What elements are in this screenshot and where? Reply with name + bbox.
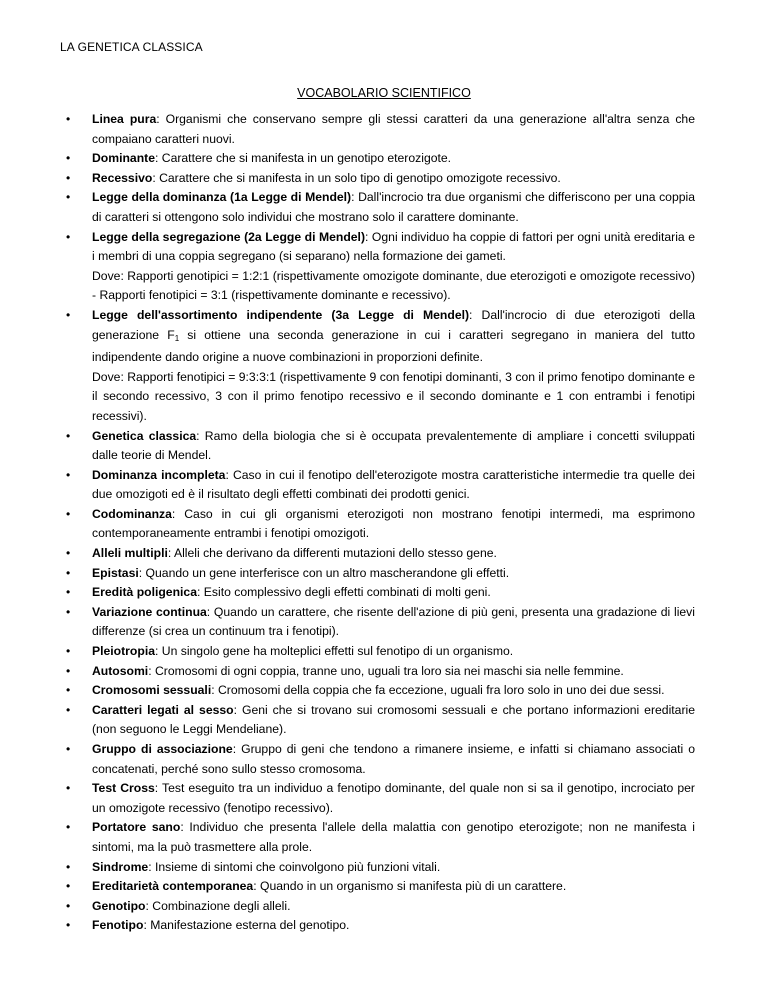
term-definition: Ogni individuo ha coppie di fattori per ogni unità ereditaria e i membri di una coppia segregano (si separano) nella formazione dei gameti. Dove: Rapporti genotipici = 1:2:1 (rispettivamente omozigote dominante, due eterozigoti e omozigote recessivo) - Rapporti fenotipici = 3:1 (rispettivamente dominante e recessivo). <box>92 229 696 303</box>
term-name: Legge della dominanza (1a Legge di Mendel) <box>92 190 352 205</box>
glossary-entry: • Codominanza: Caso in cui gli organismi eterozigoti non mostrano fenotipi intermedi, ma esprimono contemporaneamente entrambi i fenotipi omozigoti. <box>92 505 695 544</box>
glossary-entry: • Portatore sano: Individuo che presenta l'allele della malattia con genotipo eterozigote; non ne manifesta i sintomi, ma la può trasmettere alla prole. <box>92 818 695 857</box>
glossary-entry: • Recessivo: Carattere che si manifesta in un solo tipo di genotipo omozigote recessivo. <box>92 169 695 189</box>
term-definition: Geni che si trovano sui cromosomi sessuali e che portano informazioni ereditarie (non seguono le Leggi Mendeliane). <box>92 702 695 737</box>
term-name: Genetica classica <box>92 428 197 443</box>
term-name: Legge dell'assortimento indipendente (3a Legge di Mendel) <box>92 307 470 322</box>
term-name: Linea pura <box>92 112 157 126</box>
term-definition: Alleli che derivano da differenti mutazioni dello stesso gene. <box>173 546 497 561</box>
glossary-entry: • Test Cross: Test eseguito tra un individuo a fenotipo dominante, del quale non si sa il genotipo, incrociato per un omozigote recessivo (fenotipo recessivo). <box>92 779 695 818</box>
term-definition: Individuo che presenta l'allele della malattia con genotipo eterozigote; non ne manifesta i sintomi, ma la può trasmettere alla prole. <box>92 820 695 854</box>
term-name: Genotipo <box>92 898 146 913</box>
term-definition: Organismi che conservano sempre gli stessi caratteri da una generazione all'altra senza che compaiano caratteri nuovi. <box>92 112 695 146</box>
term-definition: Quando un carattere, che risente dell'azione di più geni, presenta una gradazione di lievi differenze (si crea un continuum tra i fenotipi). <box>92 604 695 639</box>
term-definition: Combinazione degli alleli. <box>152 898 291 913</box>
term-name: Eredità poligenica <box>92 585 197 600</box>
glossary-entry: • Gruppo di associazione: Gruppo di geni che tendono a rimanere insieme, e infatti si chiamano associati o concatenati, perché sono sullo stesso cromosoma. <box>92 740 695 779</box>
term-name: Epistasi <box>92 565 139 580</box>
term-definition: Cromosomi della coppia che fa eccezione, uguali fra loro solo in uno dei due sessi. <box>218 683 665 698</box>
term-name: Pleiotropia <box>92 644 155 659</box>
glossary-entry: • Fenotipo: Manifestazione esterna del genotipo. <box>92 916 695 936</box>
glossary-entry: • Autosomi: Cromosomi di ogni coppia, tranne uno, uguali tra loro sia nei maschi sia nelle femmine. <box>92 662 695 682</box>
glossary-entry: • Genotipo: Combinazione degli alleli. <box>92 897 695 917</box>
glossary-entry: • Caratteri legati al sesso: Geni che si trovano sui cromosomi sessuali e che portano informazioni ereditarie (non seguono le Leggi Mendeliane). <box>92 701 695 740</box>
glossary-entry: • Genetica classica: Ramo della biologia che si è occupata prevalentemente di ampliare i concetti sviluppati dalle teorie di Mendel. <box>92 427 695 466</box>
glossary-entry: • Variazione continua: Quando un carattere, che risente dell'azione di più geni, presenta una gradazione di lievi differenze (si crea un continuum tra i fenotipi). <box>92 603 695 642</box>
term-name: Autosomi <box>92 663 149 678</box>
term-definition-part: si ottiene una seconda generazione in cui i caratteri segregano in maniera del tutto indipendente dando origine a nuove combinazioni in proporzioni definite. Dove: Rapporti fenotipici = 9:3:3:1 (rispettivamente 9 con fenotipi dominanti, 3 con il primo fenotipo dominante e il secondo recessivo, 3 con il primo fenotipo recessivo e il secondo dominante e 1 con entrambi i fenotipi recessivi). <box>92 327 695 423</box>
glossary-entry: • Linea pura: Organismi che conservano sempre gli stessi caratteri da una generazione all'altra senza che compaiano caratteri nuovi. <box>92 110 695 149</box>
term-name: Legge della segregazione (2a Legge di Mendel) <box>92 229 366 244</box>
document-title: VOCABOLARIO SCIENTIFICO <box>297 86 471 100</box>
term-name: Sindrome <box>92 859 149 874</box>
term-definition: Gruppo di geni che tendono a rimanere insieme, e infatti si chiamano associati o concatenati, perché sono sullo stesso cromosoma. <box>92 742 695 776</box>
term-name: Cromosomi sessuali <box>92 683 212 698</box>
term-name: Ereditarietà contemporanea <box>92 879 254 894</box>
term-name: Dominante <box>92 151 155 166</box>
term-definition: Carattere che si manifesta in un genotipo eterozigote. <box>161 151 452 166</box>
term-definition: Quando un gene interferisce con un altro mascherandone gli effetti. <box>145 565 510 580</box>
term-definition: Cromosomi di ogni coppia, tranne uno, uguali tra loro sia nei maschi sia nelle femmine. <box>154 663 624 678</box>
term-name: Alleli multipli <box>92 546 168 561</box>
term-definition: Test eseguito tra un individuo a fenotipo dominante, del quale non si sa il genotipo, incrociato per un omozigote recessivo (fenotipo recessivo). <box>92 781 695 815</box>
glossary-entry: • Eredità poligenica: Esito complessivo degli effetti combinati di molti geni. <box>92 583 695 603</box>
term-name: Caratteri legati al sesso <box>92 702 234 717</box>
term-name: Codominanza <box>92 506 172 521</box>
term-name: Test Cross <box>92 781 155 796</box>
term-definition-part: Dall'incrocio di due eterozigoti della generazione F <box>92 307 695 342</box>
generation-subscript: 1 <box>174 333 180 343</box>
running-header: LA GENETICA CLASSICA <box>60 40 203 54</box>
term-name: Gruppo di associazione <box>92 742 233 756</box>
term-definition: Carattere che si manifesta in un solo tipo di genotipo omozigote recessivo. <box>159 170 561 185</box>
term-name: Portatore sano <box>92 820 181 835</box>
glossary-entry: • Epistasi: Quando un gene interferisce con un altro mascherandone gli effetti. <box>92 564 695 584</box>
glossary-entry: • Dominante: Carattere che si manifesta in un genotipo eterozigote. <box>92 149 695 169</box>
glossary-entry: • Pleiotropia: Un singolo gene ha molteplici effetti sul fenotipo di un organismo. <box>92 642 695 662</box>
glossary-entry: • Legge della segregazione (2a Legge di Mendel): Ogni individuo ha coppie di fattori per ogni unità ereditaria e i membri di una coppia segregano (si separano) nella formazione dei gameti. Dove: Rapporti genotipici = 1:2:1 (rispettivamente omozigote dominante, due eterozigoti e omozigote recessivo) - Rapporti fenotipici = 3:1 (rispettivamente dominante e recessivo). <box>92 228 695 306</box>
glossary-entry: • Dominanza incompleta: Caso in cui il fenotipo dell'eterozigote mostra caratteristiche intermedie tra quelle dei due omozigoti ed è il risultato degli effetti combinati dei prodotti genici. <box>92 466 695 505</box>
glossary-entry: • Legge dell'assortimento indipendente (3a Legge di Mendel): Dall'incrocio di due eterozigoti della generazione $F_1$ si ottiene una seconda generazione in cui i caratteri segregano in maniera del tutto indipendente dando origine a nuove combinazioni in proporzioni definite. Dove: Rapporti fenotipici = 9:3:3:1 (rispettivamente 9 con fenotipi dominanti, 3 con il primo fenotipo dominante e il secondo recessivo, 3 con il primo fenotipo recessivo e il secondo dominante e 1 con entrambi i fenotipi recessivi). <box>92 306 695 427</box>
glossary-entry: • Alleli multipli: Alleli che derivano da differenti mutazioni dello stesso gene. <box>92 544 695 564</box>
term-name: Fenotipo <box>92 918 144 933</box>
term-definition: Insieme di sintomi che coinvolgono più funzioni vitali. <box>155 859 441 874</box>
glossary-entry: • Sindrome: Insieme di sintomi che coinvolgono più funzioni vitali. <box>92 858 695 878</box>
term-definition: Caso in cui gli organismi eterozigoti non mostrano fenotipi intermedi, ma esprimono contemporaneamente entrambi i fenotipi omozigoti. <box>92 506 695 541</box>
term-definition: Manifestazione esterna del genotipo. <box>150 918 350 933</box>
glossary-list <box>92 110 695 936</box>
glossary-entry: • Ereditarietà contemporanea: Quando in un organismo si manifesta più di un carattere. <box>92 877 695 897</box>
term-definition: Dall'incrocio tra due organismi che differiscono per una coppia di caratteri si ottengono solo individui che mostrano solo il carattere dominante. <box>92 190 695 224</box>
glossary-entry: • Cromosomi sessuali: Cromosomi della coppia che fa eccezione, uguali fra loro solo in uno dei due sessi. <box>92 681 695 701</box>
term-definition: Un singolo gene ha molteplici effetti sul fenotipo di un organismo. <box>161 644 514 659</box>
term-definition: Ramo della biologia che si è occupata prevalentemente di ampliare i concetti sviluppati dalle teorie di Mendel. <box>92 428 695 463</box>
term-definition: Esito complessivo degli effetti combinati di molti geni. <box>203 585 491 600</box>
term-definition: Caso in cui il fenotipo dell'eterozigote mostra caratteristiche intermedie tra quelle dei due omozigoti ed è il risultato degli effetti combinati dei prodotti genici. <box>92 467 695 502</box>
term-name: Recessivo <box>92 170 153 185</box>
term-name: Dominanza incompleta <box>92 467 226 482</box>
glossary-entry: • Legge della dominanza (1a Legge di Mendel): Dall'incrocio tra due organismi che differiscono per una coppia di caratteri si ottengono solo individui che mostrano solo il carattere dominante. <box>92 188 695 227</box>
term-definition: Quando in un organismo si manifesta più di un carattere. <box>259 879 567 894</box>
term-name: Variazione continua <box>92 604 207 619</box>
